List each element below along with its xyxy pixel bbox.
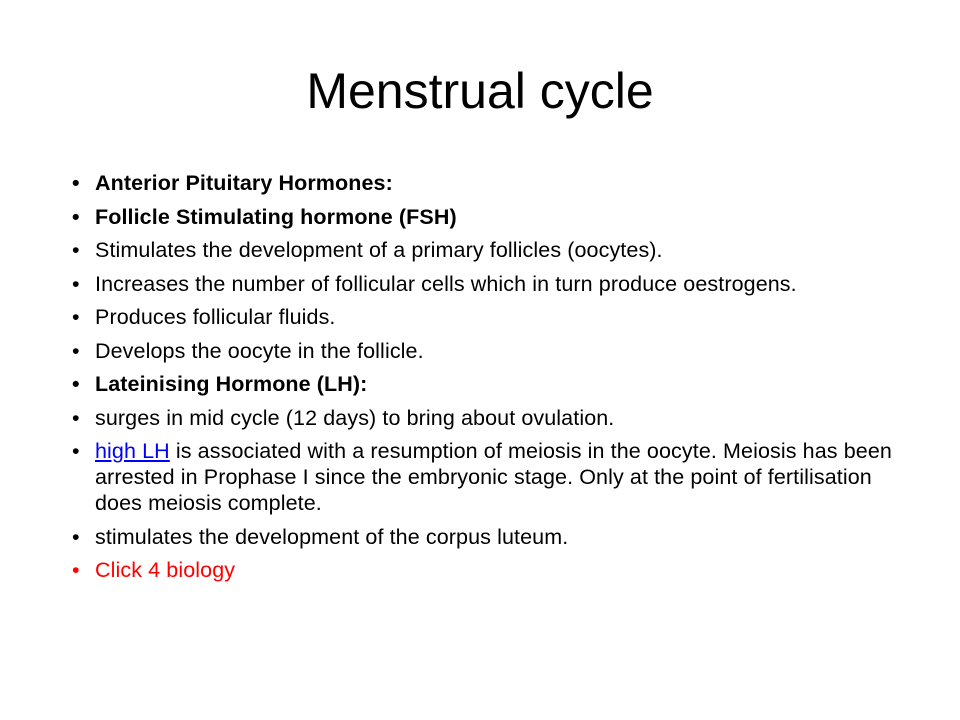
bullet-click-4-biology (72, 557, 912, 583)
bullet-list (72, 170, 912, 591)
bullet-stimulates-primary-follicles (72, 237, 912, 263)
bullet-anterior-pituitary-hormones (72, 170, 912, 196)
bullet-text: Develops the oocyte in the follicle. (95, 338, 424, 363)
slide-title: Menstrual cycle (306, 63, 654, 119)
bullet-dot-icon: • (72, 204, 80, 229)
bullet-dot-icon: • (72, 305, 80, 329)
bullet-dot-icon: • (72, 271, 80, 296)
high-lh-link[interactable]: high LH (95, 439, 170, 463)
bullet-corpus-luteum (72, 524, 912, 550)
bullet-dot-icon: • (72, 171, 80, 195)
bullet-high-lh-meiosis (72, 438, 912, 516)
bullet-dot-icon: • (72, 558, 80, 582)
bullet-dot-icon: • (72, 238, 80, 262)
bullet-text: Click 4 biology (95, 558, 236, 582)
bullet-text: surges in mid cycle (12 days) to bring about ovulation. (95, 405, 615, 430)
bullet-text: Follicle Stimulating hormone (FSH) (95, 204, 457, 229)
bullet-text: Produces follicular fluids. (95, 305, 336, 329)
bullet-text: Increases the number of follicular cells which in turn produce oestrogens. (95, 271, 797, 296)
bullet-text: Stimulates the development of a primary follicles (oocytes). (95, 238, 663, 262)
bullet-dot-icon: • (72, 405, 80, 430)
bullet-dot-icon: • (72, 338, 80, 363)
bullet-lh-surge (72, 405, 912, 431)
bullet-increases-follicular-cells (72, 271, 912, 297)
bullet-develops-oocyte (72, 338, 912, 364)
bullet-text: Anterior Pituitary Hormones: (95, 171, 393, 195)
bullet-text: stimulates the development of the corpus luteum. (95, 524, 569, 549)
bullet-dot-icon: • (72, 524, 80, 549)
bullet-dot-icon: • (72, 372, 80, 396)
bullet-follicular-fluids (72, 304, 912, 330)
bullet-text: is associated with a resumption of meiosis in the oocyte. Meiosis has been arrested in Prophase I since the embryonic stage. Only at the point of fertilisation does meiosis complete. (95, 439, 892, 515)
bullet-fsh (72, 204, 912, 230)
bullet-dot-icon: • (72, 439, 80, 463)
bullet-lh-heading (72, 371, 912, 397)
bullet-text: Lateinising Hormone (LH): (95, 372, 368, 396)
